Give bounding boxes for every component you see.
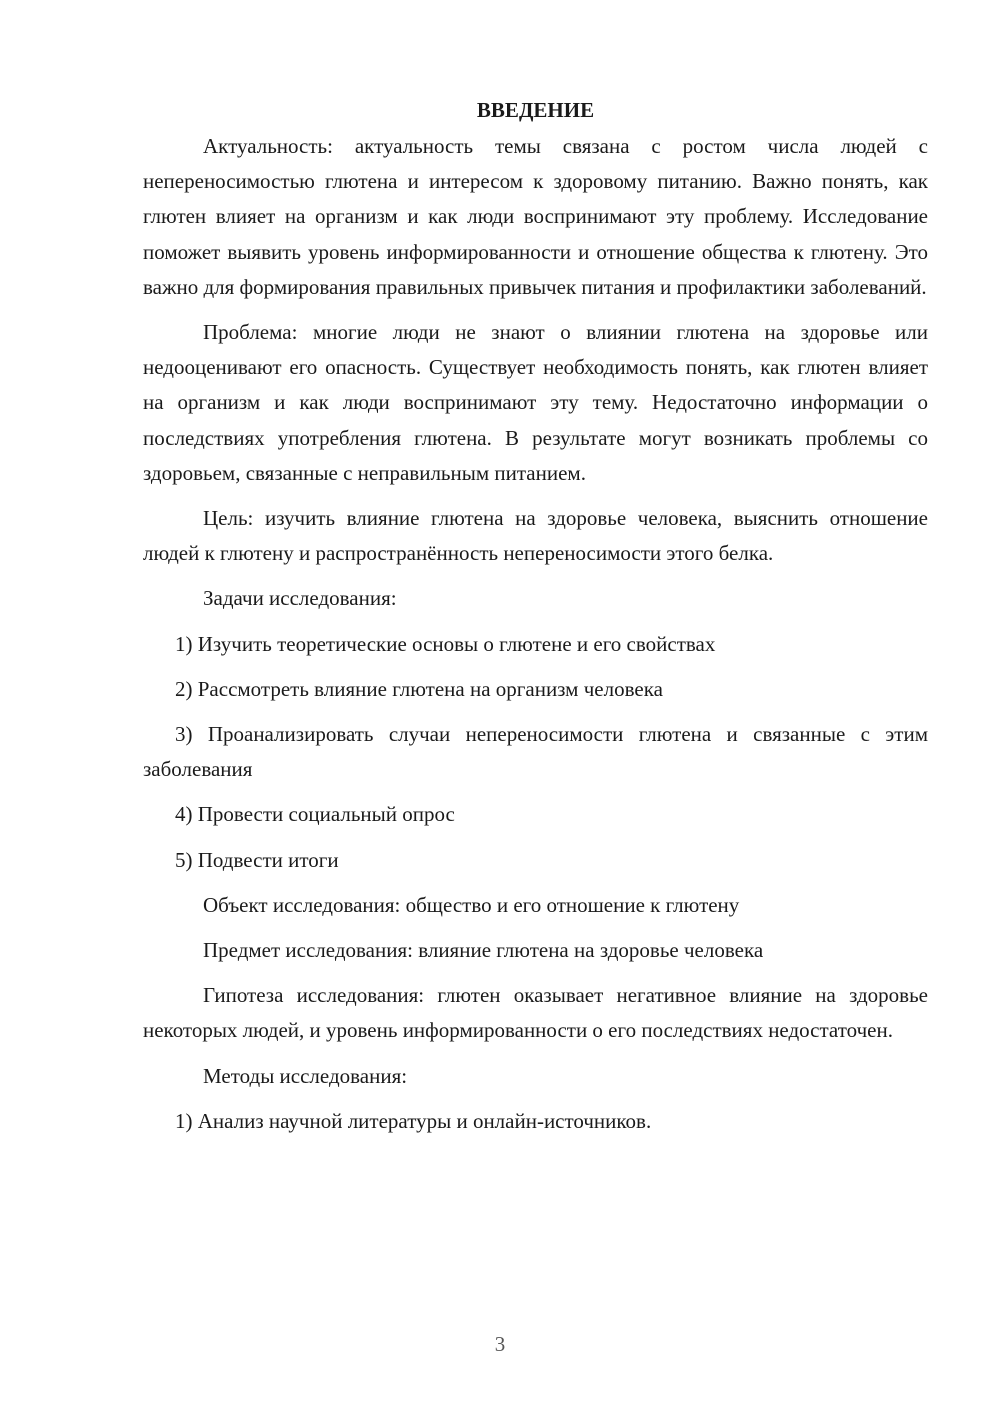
goal-paragraph: Цель: изучить влияние глютена на здоровье человека, выяснить отношение людей к глютену и распространённость непереносимости этого белка. — [143, 506, 928, 566]
subject-paragraph: Предмет исследования: влияние глютена на здоровье человека — [203, 938, 764, 963]
object-paragraph: Объект исследования: общество и его отношение к глютену — [203, 892, 740, 917]
task-item-4: 4) Провести социальный опрос — [175, 802, 455, 827]
hypothesis-paragraph: Гипотеза исследования: глютен оказывает негативное влияние на здоровье некоторых людей, и уровень информированности о его последствиях недостаточен. — [143, 983, 928, 1043]
tasks-heading: Задачи исследования: — [203, 586, 397, 611]
methods-heading: Методы исследования: — [203, 1063, 408, 1088]
task-item-3: 3) Проанализировать случаи непереносимости глютена и связанные с этим заболевания — [143, 722, 928, 782]
task-item-2: 2) Рассмотреть влияние глютена на организм человека — [175, 676, 663, 701]
page-number: 3 — [494, 1332, 506, 1356]
task-item-5: 5) Подвести итоги — [175, 847, 339, 872]
document-page — [143, 93, 928, 1149]
problem-paragraph: Проблема: многие люди не знают о влиянии глютена на здоровье или недооценивают его опасность. Существует необходимость понять, как глютен влияет на организм и как люди воспринимают эту тему. Недостаточно информации о последствиях употребления глютена. В результате могут возникать проблемы со здоровьем, связанные с неправильным питанием. — [143, 320, 928, 485]
relevance-paragraph: Актуальность: актуальность темы связана с ростом числа людей с непереносимостью глютена и интересом к здоровому питанию. Важно понять, как глютен влияет на организм и как люди воспринимают эту проблему. Исследование поможет выявить уровень информированности и отношение общества к глютену. Это важно для формирования правильных привычек питания и профилактики заболеваний. — [143, 134, 928, 299]
task-item-1: 1) Изучить теоретические основы о глютене и его свойствах — [175, 631, 716, 656]
method-item-1: 1) Анализ научной литературы и онлайн-источников. — [175, 1108, 652, 1133]
page-title: ВВЕДЕНИЕ — [476, 98, 595, 122]
